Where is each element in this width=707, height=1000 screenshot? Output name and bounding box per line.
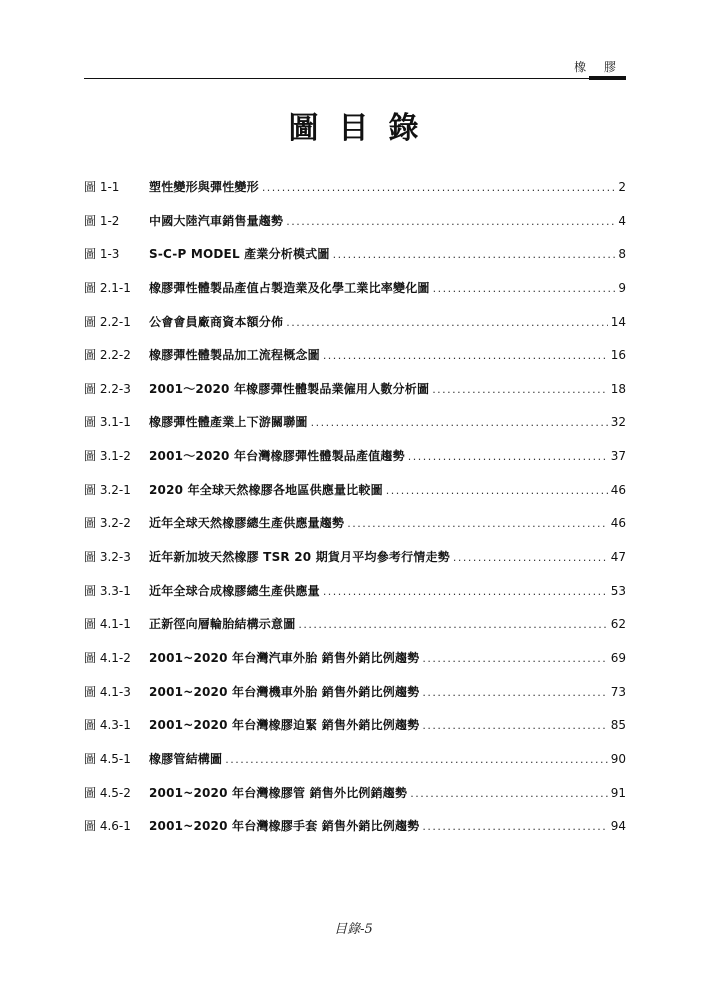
toc-entry[interactable] <box>84 647 626 681</box>
toc-entry[interactable] <box>84 176 626 210</box>
dot-leader <box>286 312 608 334</box>
figure-title: 2001～2020 年橡膠彈性體製品業僱用人數分析圖 <box>149 381 430 396</box>
figure-number: 圖 3.2-1 <box>84 482 131 497</box>
figure-title: 2001~2020 年台灣橡膠管 銷售外比例銷趨勢 <box>149 785 408 800</box>
toc-entry[interactable] <box>84 378 626 412</box>
toc-entry[interactable] <box>84 411 626 445</box>
toc-entry[interactable] <box>84 512 626 546</box>
dot-leader <box>433 278 616 300</box>
dot-leader <box>432 379 608 401</box>
figure-title: 近年全球合成橡膠總生產供應量 <box>149 583 320 598</box>
dot-leader <box>323 581 608 603</box>
dot-leader <box>422 816 607 838</box>
toc-entry[interactable] <box>84 277 626 311</box>
dot-leader <box>453 547 608 569</box>
page-number: 32 <box>610 415 626 430</box>
page-number: 9 <box>618 280 626 295</box>
figure-number: 圖 1-1 <box>84 180 120 194</box>
dot-leader <box>298 614 607 636</box>
figure-title: 2001~2020 年台灣橡膠迫緊 銷售外銷比例趨勢 <box>149 718 420 733</box>
figure-number: 圖 4.5-1 <box>84 751 131 766</box>
figure-number: 圖 4.1-3 <box>84 684 131 699</box>
figure-number: 圖 4.1-2 <box>84 650 131 665</box>
page-number: 94 <box>610 819 626 834</box>
figure-number: 圖 2.1-1 <box>84 280 131 295</box>
toc-entry[interactable] <box>84 311 626 345</box>
toc-entry[interactable] <box>84 714 626 748</box>
page-number: 46 <box>610 516 626 531</box>
toc-entry[interactable] <box>84 782 626 816</box>
toc-entry[interactable] <box>84 243 626 277</box>
figure-title: 塑性變形與彈性變形 <box>149 180 259 194</box>
running-header-label: 橡 膠 <box>574 60 623 74</box>
dot-leader <box>311 412 608 434</box>
figure-title: 中國大陸汽車銷售量趨勢 <box>149 213 284 228</box>
page-title: 圖目錄 <box>288 111 439 146</box>
figure-number: 圖 4.1-1 <box>84 617 131 632</box>
dot-leader <box>408 446 608 468</box>
dot-leader <box>422 648 607 670</box>
toc-entry[interactable] <box>84 479 626 513</box>
page-number: 8 <box>618 247 626 262</box>
figure-title: 橡膠管結構圖 <box>149 751 223 766</box>
dot-leader <box>323 345 608 367</box>
figure-title: 2020 年全球天然橡膠各地區供應量比較圖 <box>149 482 383 497</box>
header-rule-accent <box>589 76 626 80</box>
figure-number: 圖 3.1-1 <box>84 415 131 430</box>
figure-number: 圖 3.2-3 <box>84 550 131 565</box>
page-number: 16 <box>610 348 626 363</box>
toc-entry[interactable] <box>84 681 626 715</box>
toc-entry[interactable] <box>84 445 626 479</box>
page-number: 69 <box>610 650 626 665</box>
page-number: 85 <box>610 718 626 733</box>
dot-leader <box>347 513 608 535</box>
figure-title: 橡膠彈性體產業上下游關聯圖 <box>149 415 308 430</box>
figure-number: 圖 2.2-2 <box>84 348 131 363</box>
figure-number: 圖 2.2-1 <box>84 314 131 329</box>
figure-title: 2001~2020 年台灣汽車外胎 銷售外銷比例趨勢 <box>149 650 420 665</box>
figure-number: 圖 3.3-1 <box>84 583 131 598</box>
figure-title: 近年全球天然橡膠總生產供應量趨勢 <box>149 516 345 531</box>
page-number: 18 <box>610 381 626 396</box>
figure-number: 圖 2.2-3 <box>84 381 131 396</box>
dot-leader <box>422 682 607 704</box>
dot-leader <box>262 177 616 199</box>
figure-number: 圖 3.2-2 <box>84 516 131 531</box>
page-number: 14 <box>610 314 626 329</box>
page-number: 37 <box>610 449 626 464</box>
figure-number: 圖 1-2 <box>84 213 120 228</box>
page-number: 2 <box>618 180 626 194</box>
figure-title: 橡膠彈性體製品產值占製造業及化學工業比率變化圖 <box>149 280 430 295</box>
page-footer: 目錄-5 <box>334 922 373 937</box>
page-number: 73 <box>610 684 626 699</box>
toc-entry[interactable] <box>84 210 626 244</box>
dot-leader <box>333 244 616 266</box>
figure-number: 圖 1-3 <box>84 247 120 262</box>
page-number: 47 <box>610 550 626 565</box>
dot-leader <box>386 480 608 502</box>
page-number: 91 <box>610 785 626 800</box>
dot-leader <box>286 211 615 233</box>
page-number: 46 <box>610 482 626 497</box>
page-number: 90 <box>610 751 626 766</box>
figure-number: 圖 4.5-2 <box>84 785 131 800</box>
figure-title: 近年新加坡天然橡膠 TSR 20 期貨月平均參考行情走勢 <box>149 550 450 565</box>
page-number: 53 <box>610 583 626 598</box>
toc-entry[interactable] <box>84 546 626 580</box>
figure-title: 2001~2020 年台灣機車外胎 銷售外銷比例趨勢 <box>149 684 420 699</box>
dot-leader <box>225 749 608 771</box>
figure-title: S-C-P MODEL 產業分析模式圖 <box>149 247 330 262</box>
figure-list <box>84 176 626 849</box>
toc-entry[interactable] <box>84 613 626 647</box>
figure-number: 圖 3.1-2 <box>84 449 131 464</box>
toc-entry[interactable] <box>84 748 626 782</box>
figure-number: 圖 4.3-1 <box>84 718 131 733</box>
header-rule <box>84 78 626 79</box>
page-number: 4 <box>618 213 626 228</box>
page-number: 62 <box>610 617 626 632</box>
toc-entry[interactable] <box>84 815 626 849</box>
figure-number: 圖 4.6-1 <box>84 819 131 834</box>
figure-title: 公會會員廠商資本額分佈 <box>149 314 284 329</box>
figure-title: 橡膠彈性體製品加工流程概念圖 <box>149 348 320 363</box>
figure-title: 正新徑向層輪胎結構示意圖 <box>149 617 296 632</box>
toc-entry[interactable] <box>84 580 626 614</box>
dot-leader <box>410 783 608 805</box>
figure-title: 2001~2020 年台灣橡膠手套 銷售外銷比例趨勢 <box>149 819 420 834</box>
figure-title: 2001～2020 年台灣橡膠彈性體製品產值趨勢 <box>149 449 405 464</box>
dot-leader <box>422 715 607 737</box>
toc-entry[interactable] <box>84 344 626 378</box>
